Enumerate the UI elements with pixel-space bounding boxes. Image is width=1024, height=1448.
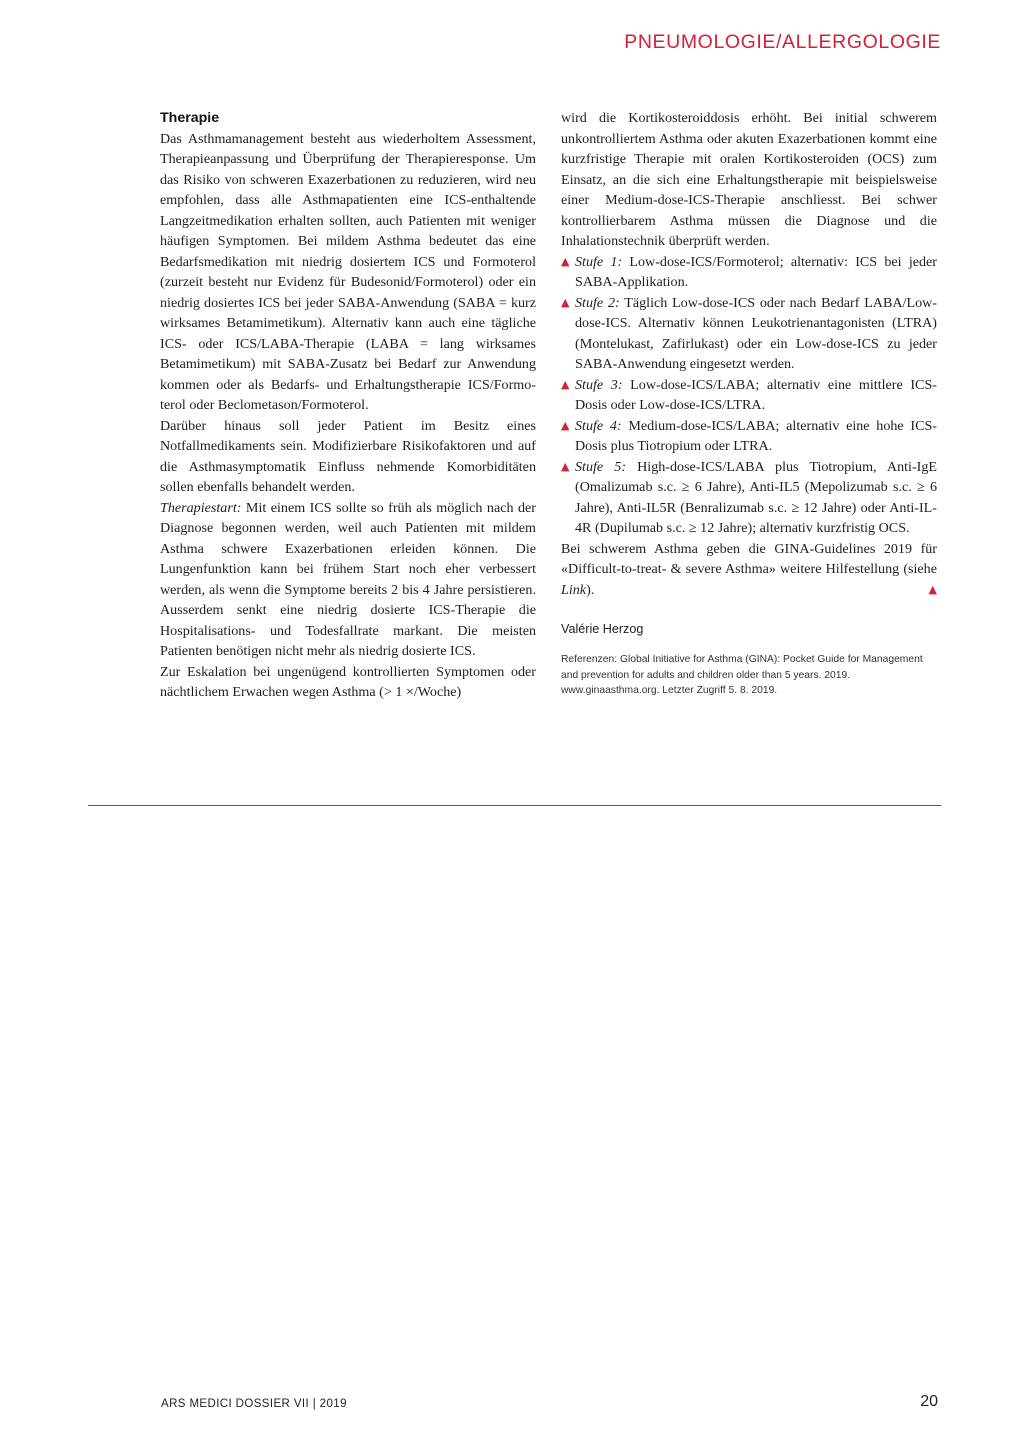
- end-triangle-icon: ▲: [928, 582, 937, 596]
- list-item: [561, 457, 937, 539]
- triangle-bullet-icon: ▲: [561, 377, 570, 391]
- stage-text: Low-dose-ICS/LABA; alternativ eine mittlere ICS-Dosis oder Low-dose-ICS/LTRA.: [575, 376, 937, 413]
- left-column: [160, 108, 536, 703]
- paragraph-closing: [561, 539, 937, 601]
- list-item: [561, 293, 937, 375]
- section-heading: Therapie: [160, 110, 220, 126]
- stage-label: Stufe 4:: [575, 417, 622, 434]
- triangle-bullet-icon: ▲: [561, 459, 570, 473]
- closing-text: Bei schwerem Asthma geben die GINA-Guidelines 2019 für «Difficult-to-treat- & severe Asthma» weitere Hilfestellung (siehe: [561, 540, 937, 577]
- paragraph-emergency: Darüber hinaus soll jeder Patient im Besitz eines Notfallmedikaments sein. Modifizierbare Risikofaktoren und auf die Asthmasymptomatik Einfluss nehmende Komorbiditäten sollen ebenfalls behandelt werden.: [160, 417, 536, 495]
- author-name: Valérie Herzog: [561, 622, 644, 636]
- stage-label: Stufe 1:: [575, 253, 623, 270]
- list-item: [561, 252, 937, 293]
- page-number: 20: [920, 1393, 938, 1410]
- paragraph-intro: Das Asthmamanagement besteht aus wiederholtem Assessment, Therapieanpassung und Überprüfung der Therapieresponse. Um das Risiko von schweren Exazerbationen zu reduzieren, wird neu empfohlen, dass alle Asthmapatienten eine ICS-enthaltende Langzeitmedikation erhalten sollten, auch Patienten mit weniger häufigen Symptomen. Bei mildem Asthma bedeutet das eine Bedarfsmedikation mit niedrig dosiertem ICS und Formoterol (zurzeit besteht nur Evidenz für Budesonid/Formoterol) oder ein niedrig dosiertes ICS bei jeder SABA-Anwendung (SABA = kurz wirksames Betamimetikum). Alternativ kann auch eine tägliche ICS- oder ICS/LABA-Therapie (LABA = lang wirksames Betamimetikum) mit SABA-Zusatz bei Bedarf zur Anwendung kommen oder als Bedarfs- und Erhaltungstherapie ICS/Formo-terol oder Beclometason/Formoterol.: [160, 130, 536, 413]
- closing-end: ).: [586, 581, 595, 598]
- therapy-start-text: Mit einem ICS sollte so früh als möglich nach der Diagnose begonnen werden, weil auch Patienten mit mildem Asthma schwere Exazerbationen erleiden können. Die Lungenfunktion kann bei frühem Start noch eher verbessert werden, als wenn die Symptome bereits 2 bis 4 Jahre persistieren. Ausserdem senkt eine niedrig dosierte ICS-Therapie die Hospitalisations- und Todesfallrate markant. Die meisten Patienten benötigen nicht mehr als niedrig dosierte ICS.: [160, 499, 536, 659]
- stage-label: Stufe 5:: [575, 458, 627, 475]
- stage-label: Stufe 2:: [575, 294, 620, 311]
- divider-line: [88, 805, 941, 806]
- paragraph-escalation: Zur Eskalation bei ungenügend kontrollierten Symptomen oder nächtlichem Erwachen wegen Asthma (> 1 ×/Woche): [160, 663, 536, 700]
- list-item: [561, 416, 937, 457]
- stage-list: [561, 252, 937, 539]
- stage-text: High-dose-ICS/LABA plus Tiotropium, Anti-IgE (Omalizumab s.c. ≥ 6 Jahre), Anti-IL5 (Mepolizumab s.c. ≥ 6 Jahre), Anti-IL5R (Benralizumab s.c. ≥ 12 Jahre) oder Anti-IL-4R (Dupilumab s.c. ≥ 12 Jahre); alternativ kurzfristig OCS.: [575, 458, 937, 536]
- list-item: [561, 375, 937, 416]
- paragraph-therapy-start: [160, 498, 536, 662]
- stage-label: Stufe 3:: [575, 376, 623, 393]
- triangle-bullet-icon: ▲: [561, 295, 570, 309]
- gina-link[interactable]: Link: [561, 581, 587, 598]
- right-column: [561, 108, 937, 699]
- stage-text: Täglich Low-dose-ICS oder nach Bedarf LABA/Low-dose-ICS. Alternativ können Leukotrienantagonisten (LTRA) (Montelukast, Zafirlukast) oder ein Low-dose-ICS zu jeder SABA-Anwendung eingesetzt werden.: [575, 294, 938, 372]
- stage-text: Low-dose-ICS/Formoterol; alternativ: ICS bei jeder SABA-Applikation.: [575, 253, 937, 290]
- section-header: PNEUMOLOGIE/ALLERGOLOGIE: [624, 31, 941, 53]
- footer-publication: ARS MEDICI DOSSIER VII | 2019: [161, 1398, 347, 1410]
- triangle-bullet-icon: ▲: [561, 418, 570, 432]
- therapy-start-label: Therapiestart:: [160, 499, 242, 516]
- triangle-bullet-icon: ▲: [561, 254, 570, 268]
- stage-text: Medium-dose-ICS/LABA; alternativ eine hohe ICS-Dosis plus Tiotropium oder LTRA.: [575, 417, 938, 454]
- paragraph-escalation-cont: wird die Kortikosteroiddosis erhöht. Bei initial schwerem unkontrolliertem Asthma oder akuten Exazerbationen kommt eine kurzfristige Therapie mit oralen Kortikosteroiden (OCS) zum Einsatz, an die sich eine Erhaltungstherapie mit beispielsweise einer Medium-dose-ICS-Therapie anschliesst. Bei schwer kontrollierbarem Asthma müssen die Diagnose und die Inhalationstechnik überprüft werden.: [561, 110, 937, 249]
- references: Referenzen: Global Initiative for Asthma (GINA): Pocket Guide for Management and prevention for adults and children older than 5 years. 2019. www.ginaasthma.org. Letzter Zugriff 5. 8. 2019.: [561, 654, 923, 696]
